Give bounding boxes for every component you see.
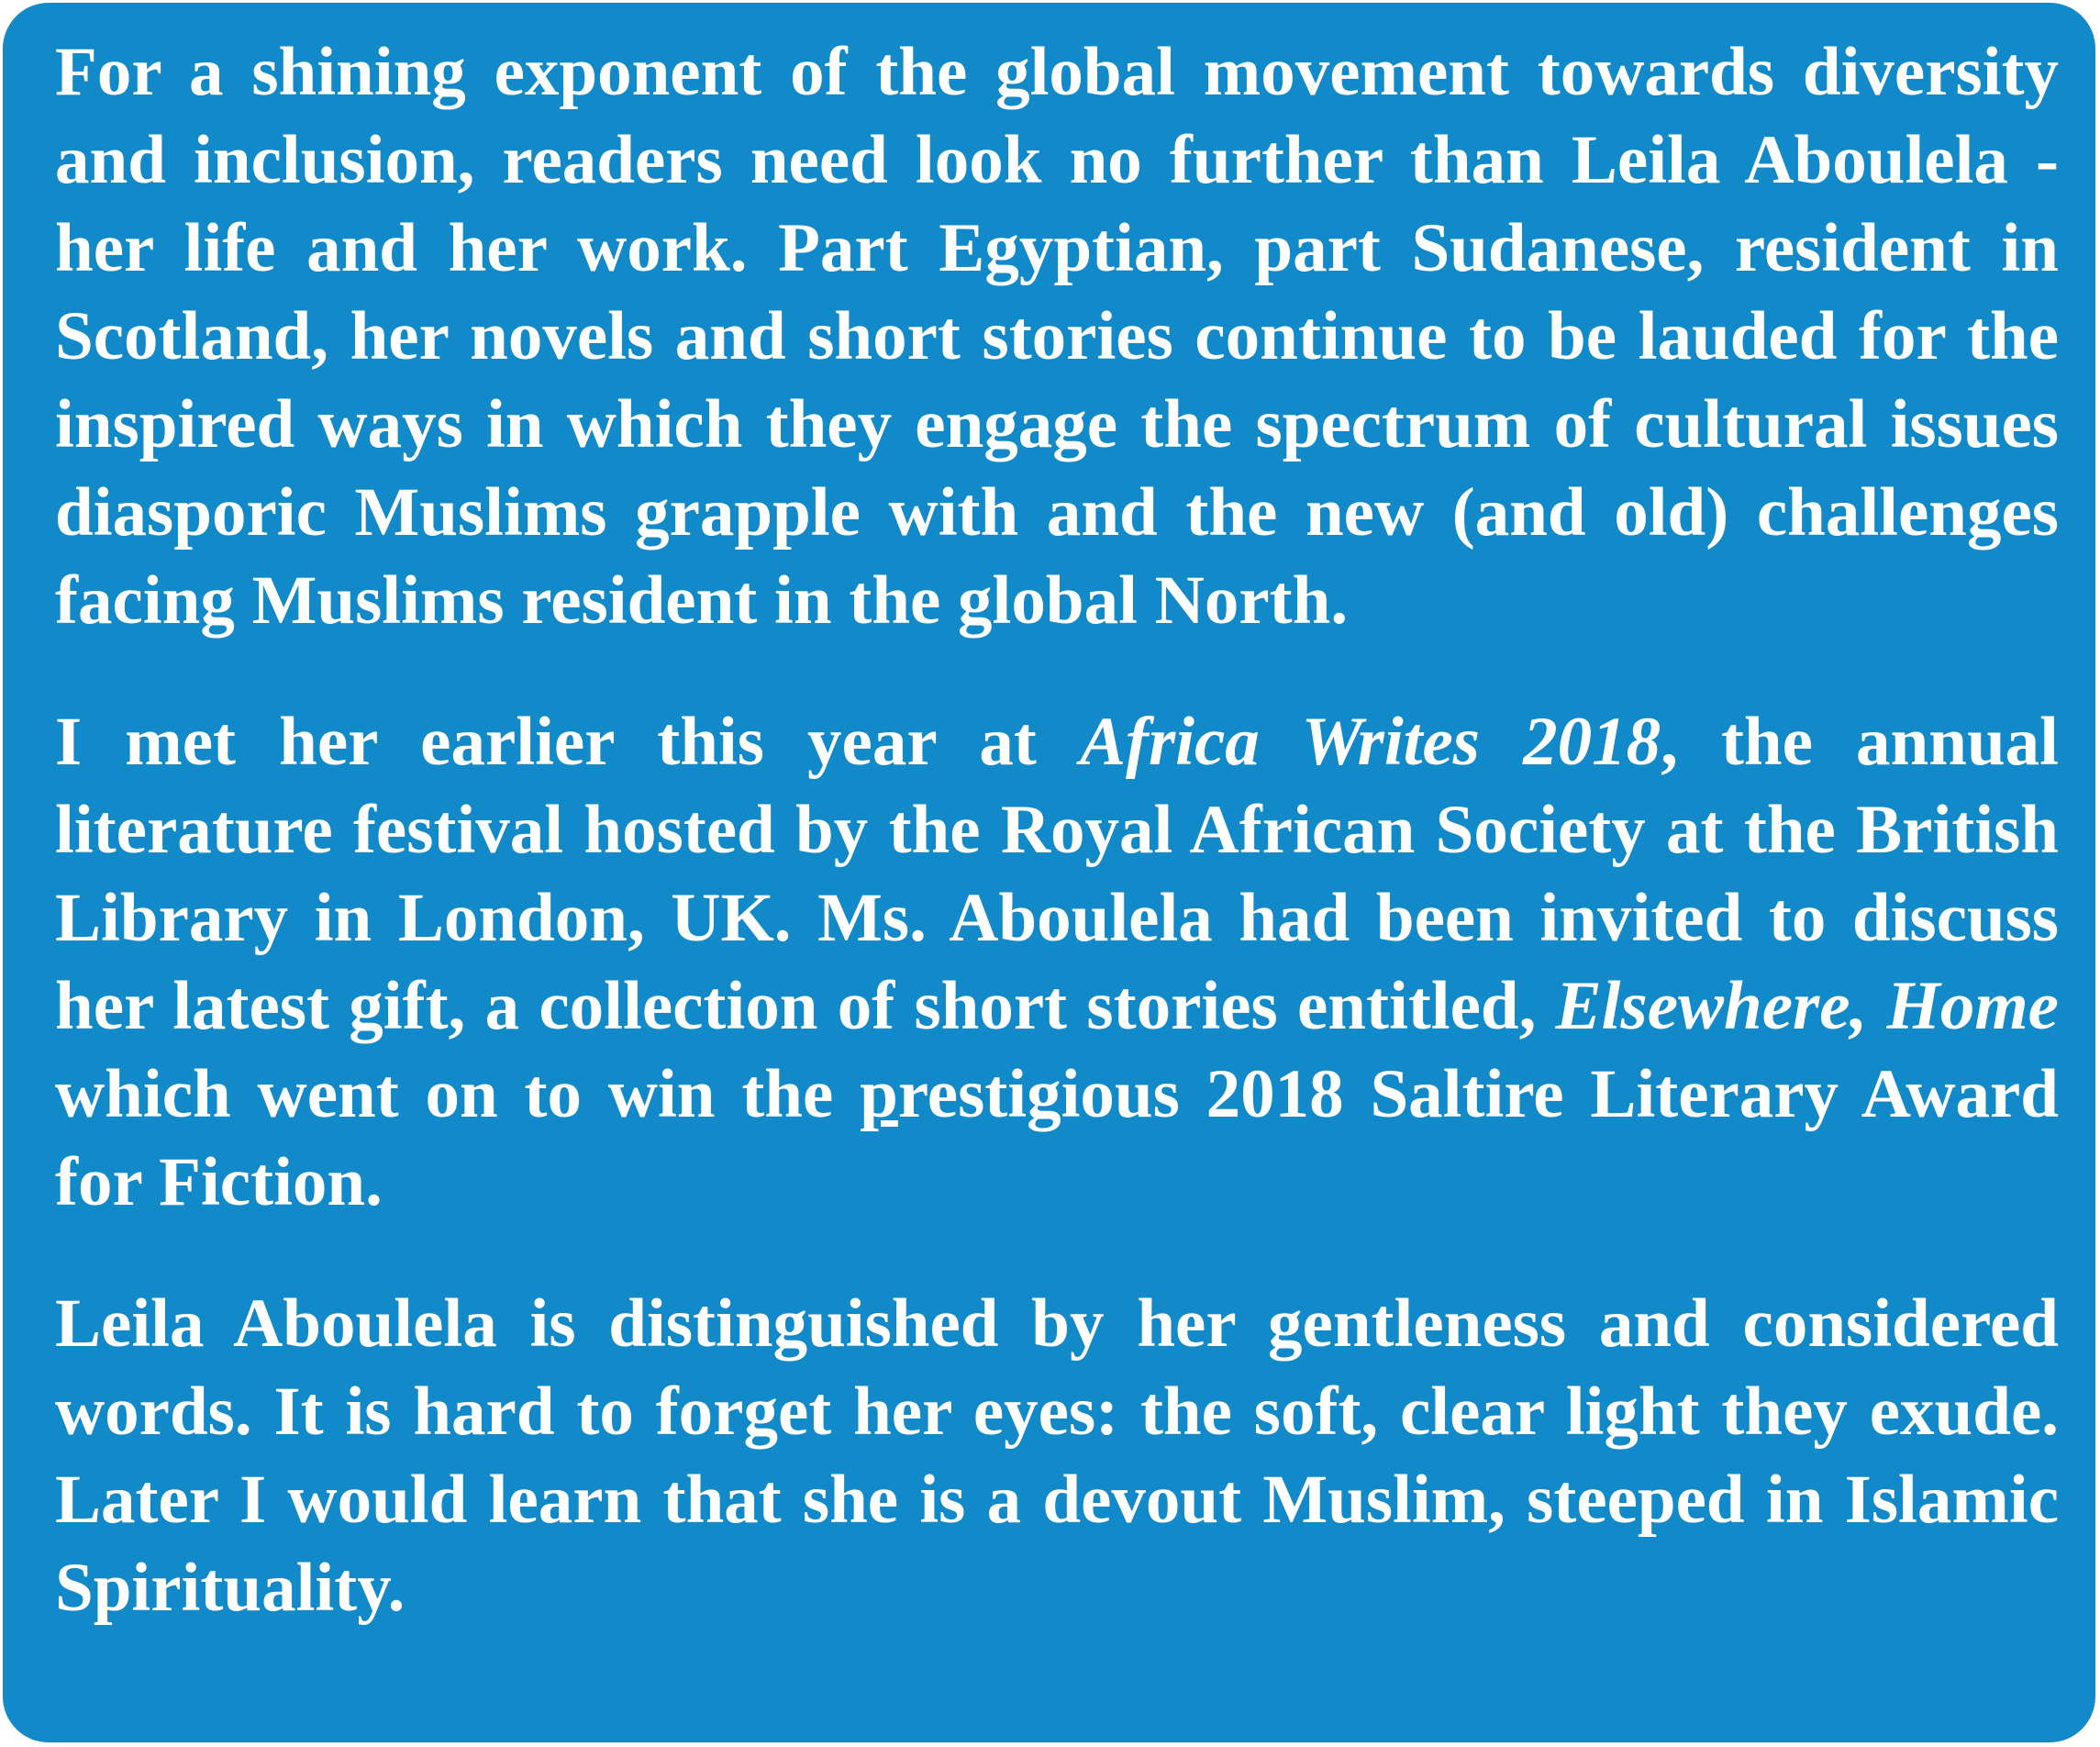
underlined-letter: p bbox=[860, 1056, 898, 1132]
text-card bbox=[3, 3, 2095, 1742]
paragraph-1: For a shining exponent of the global movement towards diversity and inclusion, readers need look no further than Leila Aboulela - her life and her work. Part Egyptian, part Sudanese, resident in Scotland, her novels and short stories continue to be lauded for the inspired ways in which they engage the spectrum of cultural issues diasporic Muslims grapple with and the new (and old) challenges facing Muslims resident in the global North. bbox=[55, 34, 2059, 639]
paragraph-2 bbox=[55, 698, 2059, 1227]
paragraph-2-body: , the annual literature festival hosted by the Royal African Society at the British Library in London, UK. Ms. Aboulela had been invited to discuss her latest gift, a collection of short stories entitled, bbox=[55, 704, 2059, 1044]
paragraph-2-ending: restigious 2018 Saltire Literary Award for Fiction. bbox=[55, 1056, 2059, 1220]
event-title: Africa Writes 2018 bbox=[1079, 704, 1661, 780]
paragraph-2-award-lead: which went on to win the bbox=[55, 1056, 861, 1132]
book-title: Elsewhere, Home bbox=[1555, 968, 2059, 1044]
paragraph-2-intro: I met her earlier this year at bbox=[55, 704, 1080, 780]
paragraph-3: Leila Aboulela is distinguished by her gentleness and considered words. It is hard to forget her eyes: the soft, clear light they exude. Later I would learn that she is a devout Muslim, steeped in Islamic Spirituality. bbox=[55, 1285, 2059, 1626]
